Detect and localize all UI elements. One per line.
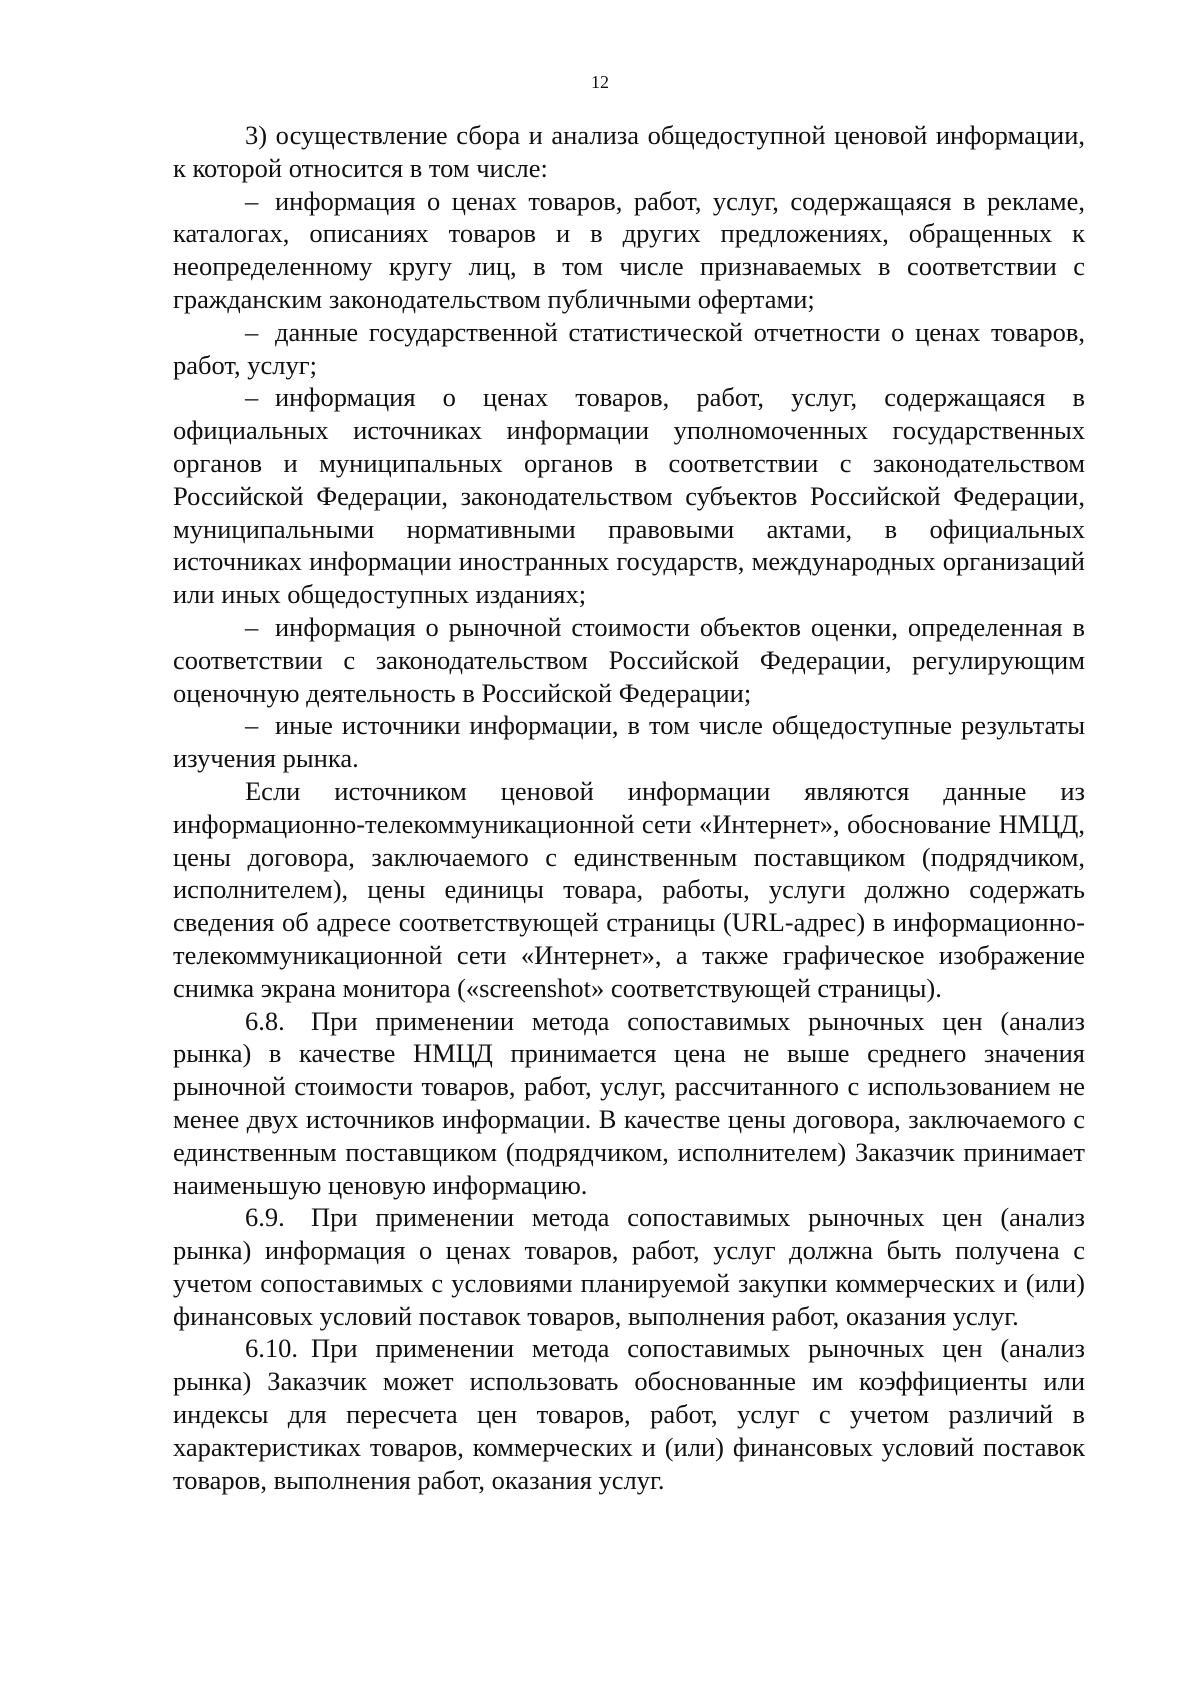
bullet-dash: –	[245, 710, 259, 741]
bullet-item-advertising	[173, 185, 1085, 316]
bullet-text: информация о ценах товаров, работ, услуг, содержащаяся в рекламе, каталогах, описаниях товаров и в других предложениях, обращенных к неопределенному кругу лиц, в том числе признаваемых в соответствии с гражданским законодательством публичными офертами;	[173, 185, 1085, 314]
bullet-item-valuation	[173, 611, 1085, 709]
bullet-text: данные государственной статистической отчетности о ценах товаров, работ, услуг;	[173, 316, 1085, 380]
bullet-dash: –	[245, 185, 259, 216]
clause-number: 6.8.	[245, 1005, 285, 1036]
bullet-dash: –	[245, 316, 259, 347]
paragraph-6-8	[173, 1005, 1085, 1202]
bullet-item-statistics	[173, 316, 1085, 382]
clause-text: При применении метода сопоставимых рыночных цен (анализ рынка) в качестве НМЦД принимается цена не выше среднего значения рыночной стоимости товаров, работ, услуг, рассчитанного с использованием не менее двух источников информации. В качестве цены договора, заключаемого с единственным поставщиком (подрядчиком, исполнителем) Заказчик принимает наименьшую ценовую информацию.	[173, 1005, 1085, 1200]
paragraph-internet-sources: Если источником ценовой информации являются данные из информационно-телекоммуникационной сети «Интернет», обоснование НМЦД, цены договора, заключаемого с единственным поставщиком (подрядчиком, исполнителем), цены единицы товара, работы, услуги должно содержать сведения об адресе соответствующей страницы (URL-адрес) в информационно-телекоммуникационной сети «Интернет», а также графическое изображение снимка экрана монитора («screenshot» соответствующей страницы).	[173, 775, 1085, 1003]
clause-text: При применении метода сопоставимых рыночных цен (анализ рынка) информация о ценах товаров, работ, услуг должна быть получена с учетом сопоставимых с условиями планируемой закупки коммерческих и (или) финансовых условий поставок товаров, выполнения работ, оказания услуг.	[173, 1202, 1085, 1331]
bullet-dash: –	[245, 611, 259, 642]
paragraph-item-3-intro: 3) осуществление сбора и анализа общедоступной ценовой информации, к которой относится в том числе:	[173, 120, 1085, 183]
bullet-text: иные источники информации, в том числе общедоступные результаты изучения рынка.	[173, 710, 1085, 774]
bullet-text: информация о рыночной стоимости объектов оценки, определенная в соответствии с законодательством Российской Федерации, регулирующим оценочную деятельность в Российской Федерации;	[173, 611, 1085, 708]
clause-text: При применении метода сопоставимых рыночных цен (анализ рынка) Заказчик может использовать обоснованные им коэффициенты или индексы для пересчета цен товаров, работ, услуг с учетом различий в характеристиках товаров, коммерческих и (или) финансовых условий поставок товаров, выполнения работ, оказания услуг.	[173, 1333, 1085, 1495]
paragraph-6-10	[173, 1332, 1085, 1496]
bullet-item-official-sources	[173, 381, 1085, 611]
bullet-item-other-sources	[173, 709, 1085, 775]
bullet-text: информация о ценах товаров, работ, услуг, содержащаяся в официальных источниках информации уполномоченных государственных органов и муниципальных органов в соответствии с законодательством Российской Федерации, законодательством субъектов Российской Федерации, муниципальными нормативными правовыми актами, в официальных источниках информации иностранных государств, международных организаций или иных общедоступных изданиях;	[173, 382, 1085, 610]
clause-number: 6.10.	[245, 1333, 298, 1364]
paragraph-6-9	[173, 1201, 1085, 1332]
bullet-dash: –	[245, 382, 259, 413]
clause-number: 6.9.	[245, 1202, 285, 1233]
document-body	[173, 119, 1085, 1496]
page-number: 12	[591, 72, 609, 92]
